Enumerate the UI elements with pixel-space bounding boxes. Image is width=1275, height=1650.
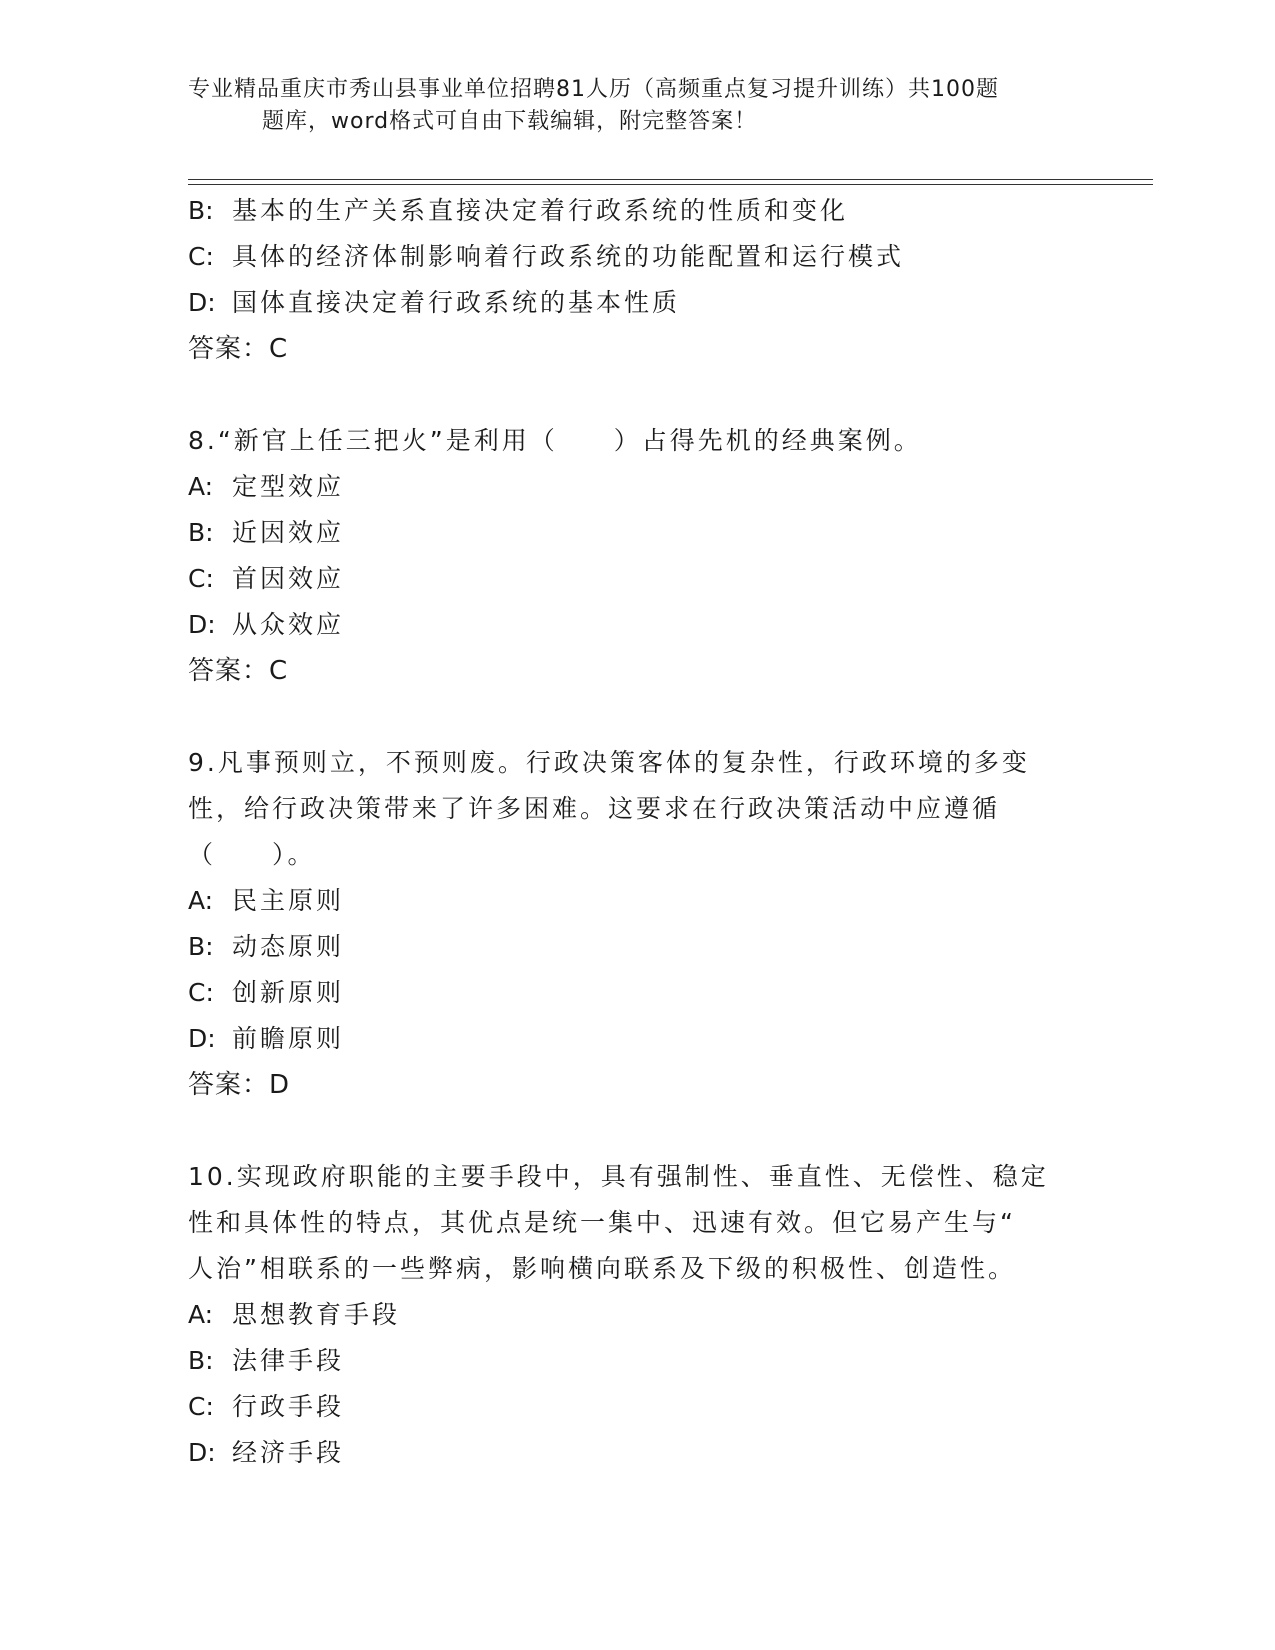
option-d [188,280,1088,326]
option-d [188,1016,1088,1062]
question-stem-line-1: 10.实现政府职能的主要手段中，具有强制性、垂直性、无偿性、稳定 [188,1162,1049,1191]
answer-line: 答案：D [188,1070,291,1100]
option-text: 经济手段 [232,1438,345,1467]
option-letter: B: [188,196,214,225]
option-letter: D: [188,288,216,317]
question-stem-line-2: 性和具体性的特点，其优点是统一集中、迅速有效。但它易产生与“ [188,1208,1016,1237]
answer-line: 答案：C [188,334,289,364]
option-text: 首因效应 [232,564,345,593]
header-title-line-1: 专业精品重庆市秀山县事业单位招聘81人历（高频重点复习提升训练）共100题 [188,77,999,102]
question-10 [188,1154,1088,1476]
option-b [188,188,1088,234]
option-text: 行政手段 [232,1392,345,1421]
option-text: 思想教育手段 [232,1300,401,1329]
option-c [188,970,1088,1016]
option-letter: D: [188,1024,216,1053]
option-text: 国体直接决定着行政系统的基本性质 [232,288,681,317]
spacer [188,1108,1088,1154]
option-d [188,1430,1088,1476]
question-stem: 8.“新官上任三把火”是利用（ ）占得先机的经典案例。 [188,426,922,455]
option-text: 定型效应 [232,472,345,501]
option-text: 民主原则 [232,886,345,915]
question-content [188,188,1088,1476]
option-letter: C: [188,978,214,1007]
question-9 [188,740,1088,1108]
option-letter: A: [188,472,214,501]
option-d [188,602,1088,648]
option-letter: C: [188,1392,214,1421]
option-text: 近因效应 [232,518,345,547]
question-8 [188,418,1088,694]
option-letter: B: [188,518,214,547]
option-letter: C: [188,242,214,271]
question-stem-line-2: 性，给行政决策带来了许多困难。这要求在行政决策活动中应遵循 [188,794,1001,823]
option-text: 具体的经济体制影响着行政系统的功能配置和运行模式 [232,242,905,271]
answer-line: 答案：C [188,656,289,686]
option-letter: B: [188,1346,214,1375]
option-text: 创新原则 [232,978,345,1007]
option-text: 前瞻原则 [232,1024,345,1053]
option-b [188,510,1088,556]
option-text: 从众效应 [232,610,345,639]
spacer [188,694,1088,740]
document-header [188,74,1088,138]
option-letter: C: [188,564,214,593]
option-a [188,464,1088,510]
option-letter: B: [188,932,214,961]
option-c [188,234,1088,280]
option-b [188,924,1088,970]
header-rule-top [188,179,1153,180]
spacer [188,372,1088,418]
header-title-line-2: 题库，word格式可自由下载编辑，附完整答案！ [262,109,758,134]
option-a [188,1292,1088,1338]
option-text: 基本的生产关系直接决定着行政系统的性质和变化 [232,196,849,225]
question-stem-line-3: （ ）。 [188,840,316,869]
header-rule-bottom [188,184,1153,185]
option-letter: A: [188,1300,214,1329]
question-stem-line-3: 人治”相联系的一些弊病，影响横向联系及下级的积极性、创造性。 [188,1254,1016,1283]
option-a [188,878,1088,924]
question-7 [188,188,1088,372]
option-text: 法律手段 [232,1346,345,1375]
option-letter: D: [188,610,216,639]
option-letter: A: [188,886,214,915]
question-stem-line-1: 9.凡事预则立，不预则废。行政决策客体的复杂性，行政环境的多变 [188,748,1030,777]
option-text: 动态原则 [232,932,345,961]
option-letter: D: [188,1438,216,1467]
option-b [188,1338,1088,1384]
option-c [188,556,1088,602]
option-c [188,1384,1088,1430]
